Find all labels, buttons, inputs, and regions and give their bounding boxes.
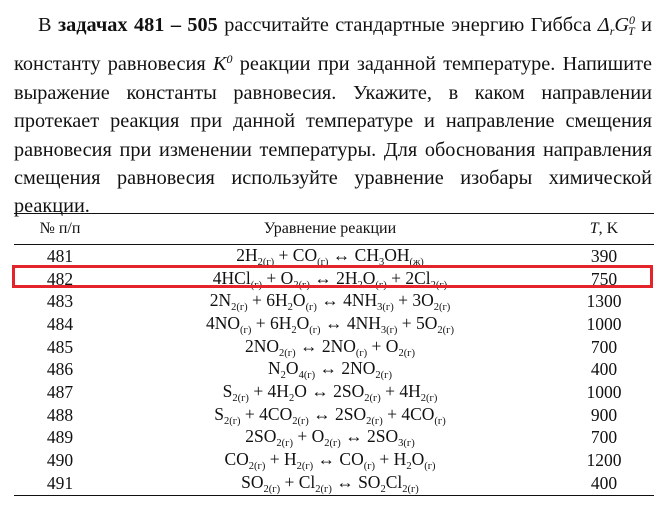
table-row xyxy=(14,472,654,495)
reaction-temperature: 400 xyxy=(590,472,618,493)
intro-text-1: В xyxy=(38,14,58,36)
reaction-equation: $2N_{2(г)} + 6H_2O_{(г)}$ ↔ $4NH_{3(г)} + 3O_{2(г)}$ xyxy=(209,290,451,314)
reaction-equation: $S_{2(г)} + 4CO_{2(г)}$ ↔ $2SO_{2(г)} + 4CO_{(г)}$ xyxy=(214,403,446,427)
reactions-table xyxy=(14,213,654,496)
table-row xyxy=(14,404,654,427)
reaction-equation: $SO_{2(г)} + Cl_{2(г)}$ ↔ $SO_2Cl_{2(г)}$ xyxy=(241,471,419,495)
table-row xyxy=(14,290,654,313)
table-row xyxy=(14,268,654,291)
table-row xyxy=(14,358,654,381)
header-number: № п/п xyxy=(39,220,81,237)
reaction-number: 482 xyxy=(46,268,74,289)
reaction-temperature: 1000 xyxy=(586,313,622,334)
reaction-number: 488 xyxy=(46,404,74,425)
temperature-symbol: T xyxy=(589,220,599,237)
reaction-temperature: 400 xyxy=(590,359,618,380)
header-equation: Уравнение реакции xyxy=(263,220,397,237)
reaction-equation: $2NO_{2(г)}$ ↔ $2NO_{(г)} + O_{2(г)}$ xyxy=(244,335,415,359)
header-temperature xyxy=(554,220,654,238)
reaction-equation: $S_{2(г)} + 4H_2O$ ↔ $2SO_{2(г)} + 4H_{2(г)}$ xyxy=(222,380,438,404)
intro-text-2: рассчитайте стандартные энергию Гиббса xyxy=(217,14,598,36)
reaction-equation: $4NO_{(г)} + 6H_2O_{(г)}$ ↔ $4NH_{3(г)} + 5O_{2(г)}$ xyxy=(206,312,454,336)
reaction-number: 487 xyxy=(46,381,74,402)
reaction-temperature: 750 xyxy=(590,268,618,289)
table-body xyxy=(14,245,654,495)
reaction-equation: $2SO_{2(г)} + O_{2(г)}$ ↔ $2SO_{3(г)}$ xyxy=(245,426,415,450)
table-row xyxy=(14,336,654,359)
reaction-temperature: 900 xyxy=(590,404,618,425)
reaction-number: 484 xyxy=(46,313,74,334)
reaction-number: 491 xyxy=(46,472,74,493)
reaction-temperature: 700 xyxy=(590,336,618,357)
reaction-number: 485 xyxy=(46,336,74,357)
reaction-equation: $4HCl_{(г)} + O_{2(г)}$ ↔ $2H_2O_{(г)} + 2Cl_{2(г)}$ xyxy=(212,267,448,291)
table-row xyxy=(14,427,654,450)
equilibrium-constant-symbol: $K^0$ xyxy=(212,52,233,76)
reaction-number: 486 xyxy=(46,359,74,380)
table-header xyxy=(14,214,654,245)
table-row xyxy=(14,449,654,472)
reaction-temperature: 1200 xyxy=(586,450,622,471)
reaction-number: 490 xyxy=(46,450,74,471)
reaction-number: 481 xyxy=(46,245,74,266)
reaction-equation: $N_2O_{4(г)}$ ↔ $2NO_{2(г)}$ xyxy=(268,358,392,382)
intro-text-4: реакции при заданной температуре. Напишите выражение константы равновесия. Укажите, в каком направлении протекает реакция при данной температуре и направление смещения равновесия при изменении температуры. Для обоснования направления смещения равновесия используйте уравнение изобары химической реакции. xyxy=(14,53,652,218)
reaction-temperature: 390 xyxy=(590,245,618,266)
table-row xyxy=(14,313,654,336)
reaction-number: 489 xyxy=(46,427,74,448)
reaction-equation: $CO_{2(г)} + H_{2(г)}$ ↔ $CO_{(г)} + H_2O_{(г)}$ xyxy=(224,449,436,473)
table-row xyxy=(14,381,654,404)
reaction-equation: $2H_{2(г)} + CO_{(г)}$ ↔ $CH_3OH_{(ж)}$ xyxy=(236,244,424,268)
intro-text-3: и константу равновесия xyxy=(14,14,652,76)
table-row xyxy=(14,245,654,268)
reaction-temperature: 1300 xyxy=(586,291,622,312)
task-range: задачах 481 – 505 xyxy=(57,14,218,36)
reaction-number: 483 xyxy=(46,291,74,312)
temperature-unit: , K xyxy=(598,220,619,237)
reaction-temperature: 1000 xyxy=(586,381,622,402)
task-paragraph xyxy=(14,6,652,221)
gibbs-energy-symbol: $\Delta_rG^0_T$ xyxy=(597,13,636,38)
reaction-temperature: 700 xyxy=(590,427,618,448)
